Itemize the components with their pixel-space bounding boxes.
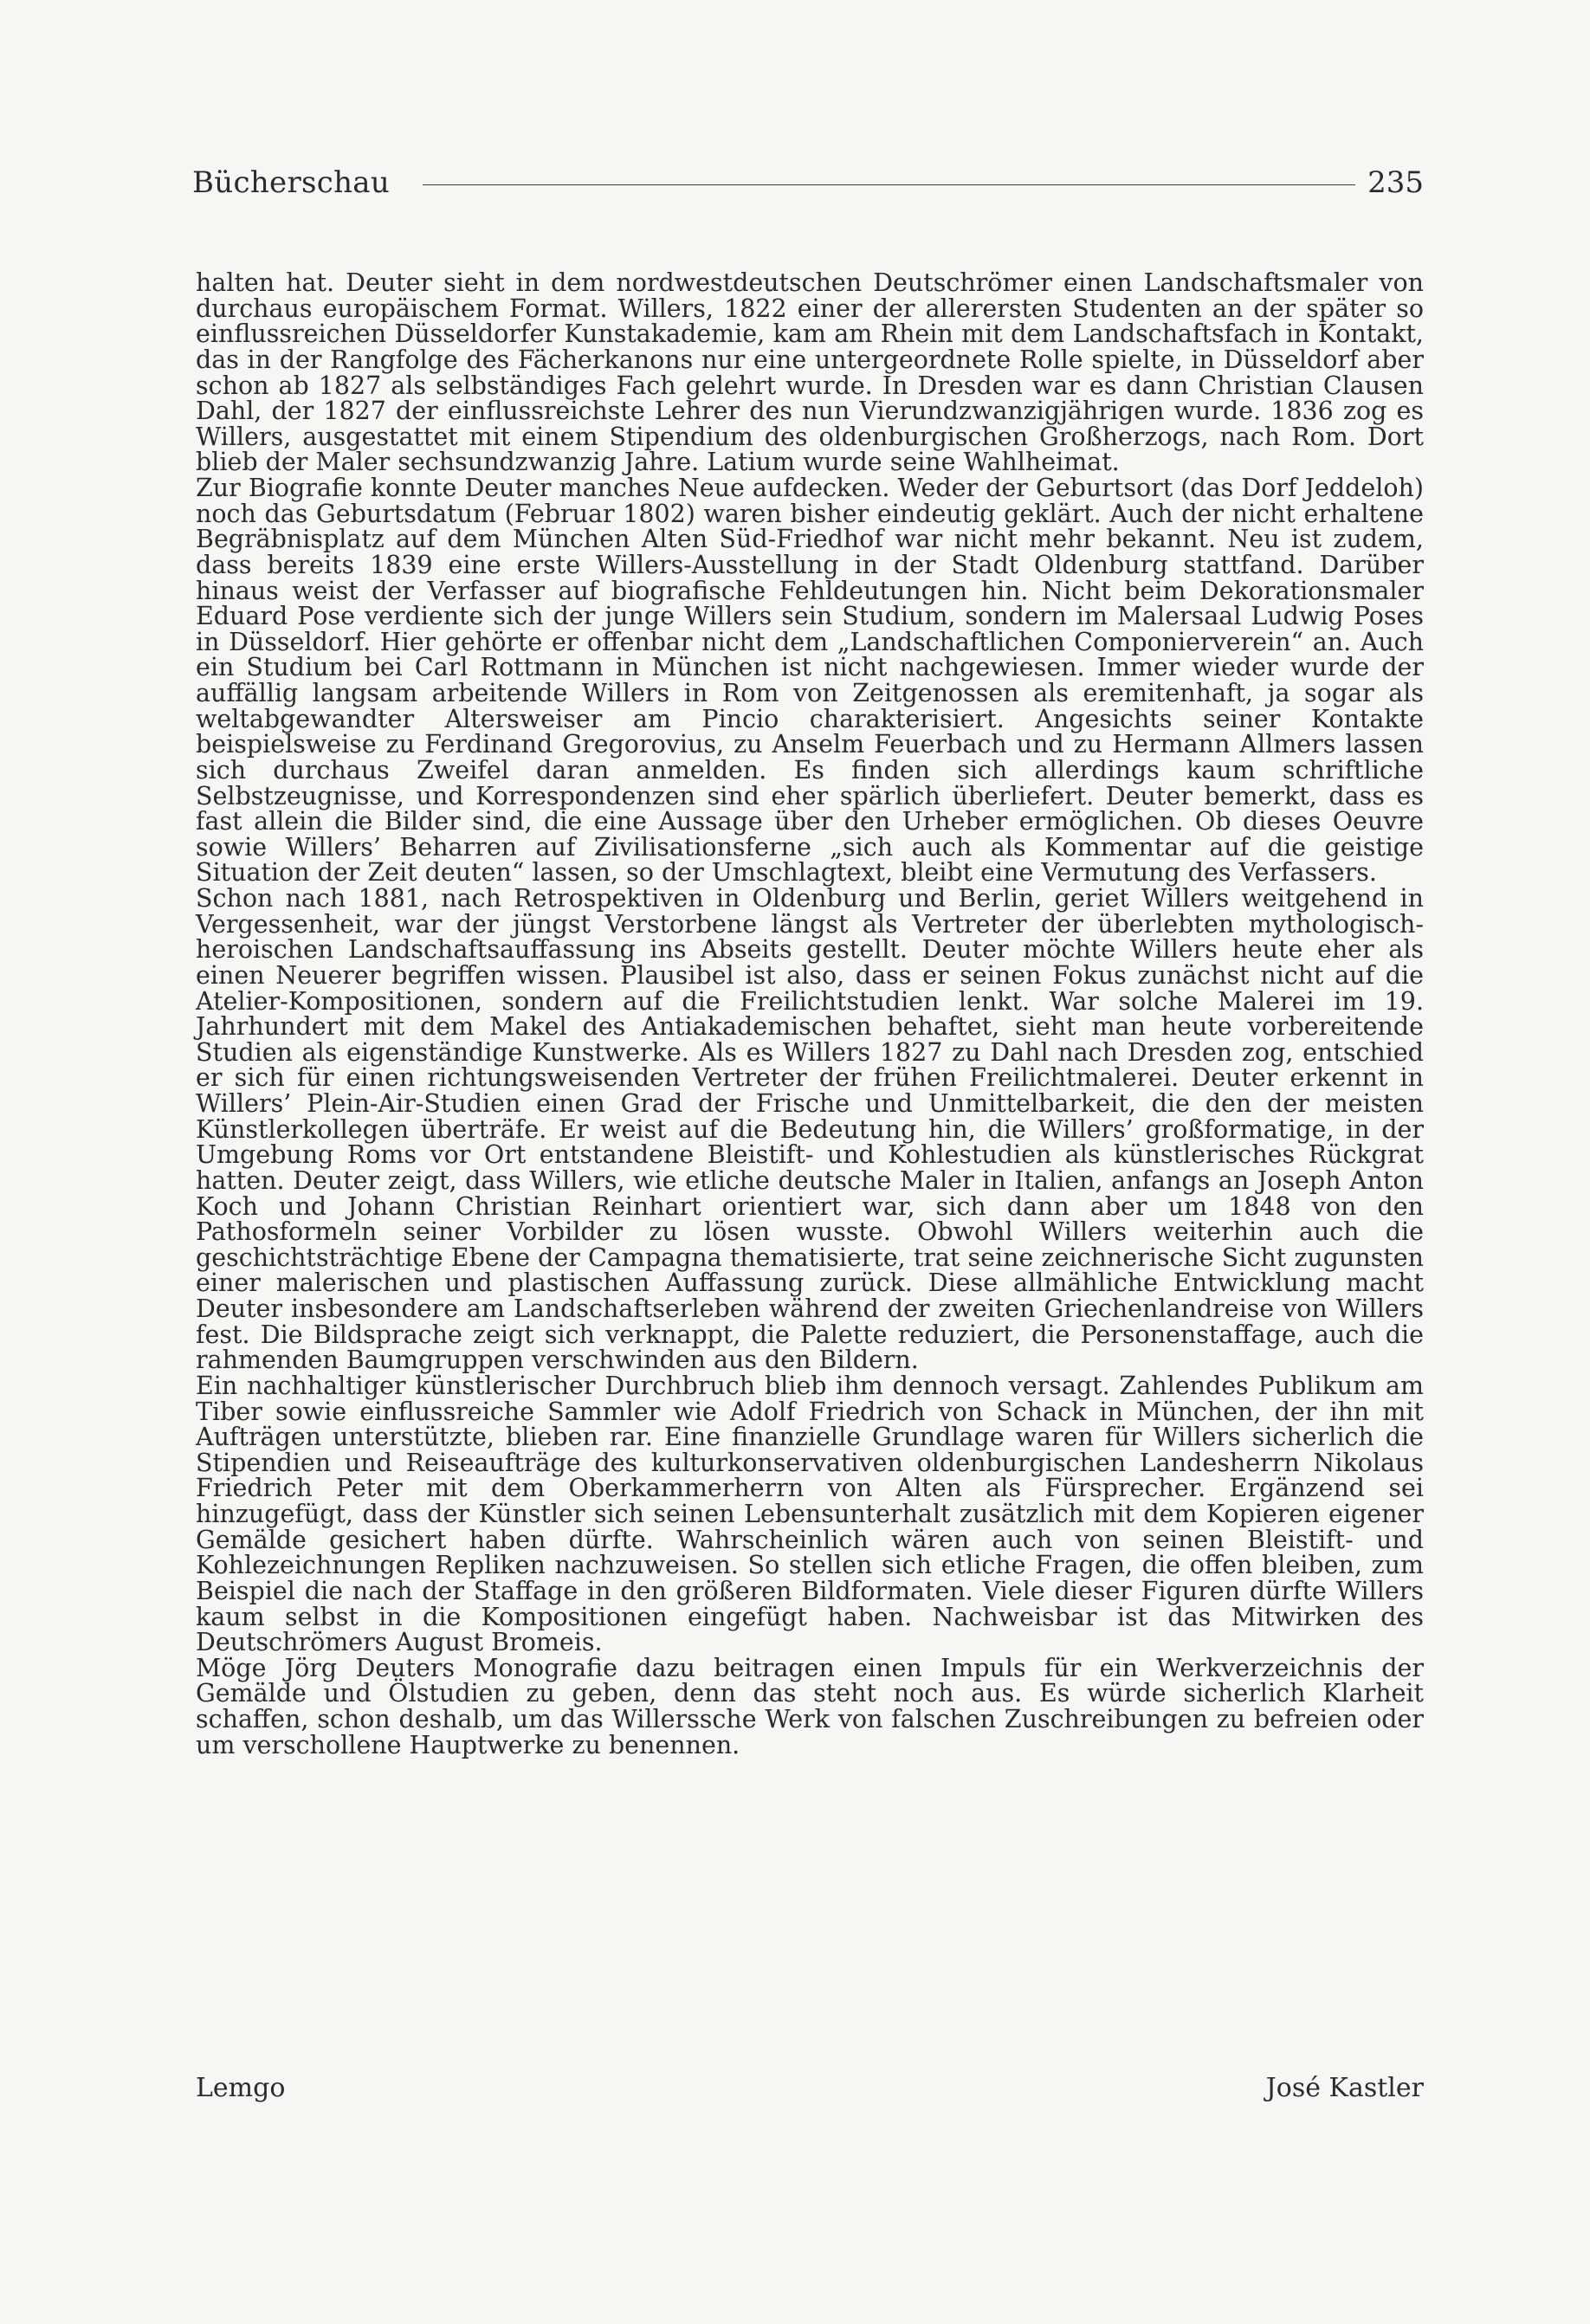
paragraph: halten hat. Deuter sieht in dem nordwestdeutschen Deutschrömer einen Landschaftsmaler von durchaus europäischem Format. Willers, 1822 einer der allerersten Studenten an der später so einflussreichen Düsseldorfer Kunstakademie, kam am Rhein mit dem Landschaftsfach in Kontakt, das in der Rangfolge des Fächerkanons nur eine untergeordnete Rolle spielte, in Düsseldorf aber schon ab 1827 als selbständiges Fach gelehrt wurde. In Dresden war es dann Christian Clausen Dahl, der 1827 der einflussreichste Lehrer des nun Vierundzwanzigjährigen wurde. 1836 zog es Willers, ausgestattet mit einem Stipendium des oldenburgischen Großherzogs, nach Rom. Dort blieb der Maler sechsundzwanzig Jahre. Latium wurde seine Wahlheimat. — [196, 268, 1424, 477]
paragraph: Zur Biografie konnte Deuter manches Neue aufdecken. Weder der Geburtsort (das Dorf Jeddeloh) noch das Geburtsdatum (Februar 1802) waren bisher eindeutig geklärt. Auch der nicht erhaltene Begräbnisplatz auf dem München Alten Süd-Friedhof war nicht mehr bekannt. Neu ist zudem, dass bereits 1839 eine erste Willers-Ausstellung in der Stadt Oldenburg stattfand. Darüber hinaus weist der Verfasser auf biografische Fehldeutungen hin. Nicht beim Dekorationsmaler Eduard Pose verdiente sich der junge Willers sein Studium, sondern im Malersaal Ludwig Poses in Düsseldorf. Hier gehörte er offenbar nicht dem „Landschaftlichen Componierverein“ an. Auch ein Studium bei Carl Rottmann in München ist nicht nachgewiesen. Immer wieder wurde der auffällig langsam arbeitende Willers in Rom von Zeitgenossen als eremitenhaft, ja sogar als weltabgewandter Altersweiser am Pincio charakterisiert. Angesichts seiner Kontakte beispielsweise zu Ferdinand Gregorovius, zu Anselm Feuerbach und zu Hermann Allmers lassen sich durchaus Zweifel daran anmelden. Es finden sich allerdings kaum schriftliche Selbstzeugnisse, und Korrespondenzen sind eher spärlich überliefert. Deuter bemerkt, dass es fast allein die Bilder sind, die eine Aussage über den Urheber ermöglichen. Ob dieses Oeuvre sowie Willers’ Beharren auf Zivilisationsferne „sich auch als Kommentar auf die geistige Situation der Zeit deuten“ lassen, so der Umschlagtext, bleibt eine Vermutung des Verfassers. — [196, 474, 1424, 888]
header-rule — [423, 184, 1355, 185]
running-head: Bücherschau — [192, 165, 391, 200]
signoff-author: José Kastler — [1265, 2073, 1424, 2103]
review-signoff — [196, 2073, 1424, 2103]
page-header — [192, 161, 1424, 204]
page-number: 235 — [1367, 165, 1424, 200]
paragraph: Ein nachhaltiger künstlerischer Durchbruch blieb ihm dennoch versagt. Zahlendes Publikum am Tiber sowie einflussreiche Sammler wie Adolf Friedrich von Schack in München, der ihn mit Aufträgen unterstützte, blieben rar. Eine finanzielle Grundlage waren für Willers sicherlich die Stipendien und Reiseaufträge des kulturkonservativen oldenburgischen Landesherrn Nikolaus Friedrich Peter mit dem Oberkammerherrn von Alten als Fürsprecher. Ergänzend sei hinzugefügt, dass der Künstler sich seinen Lebensunterhalt zusätzlich mit dem Kopieren eigener Gemälde gesichert haben dürfte. Wahrscheinlich wären auch von seinen Bleistift- und Kohlezeichnungen Repliken nachzuweisen. So stellen sich etliche Fragen, die offen bleiben, zum Beispiel die nach der Staffage in den größeren Bildformaten. Viele dieser Figuren dürfte Willers kaum selbst in die Kompositionen eingefügt haben. Nachweisbar ist das Mitwirken des Deutschrömers August Bromeis. — [196, 1371, 1424, 1657]
paragraph: Möge Jörg Deuters Monografie dazu beitragen einen Impuls für ein Werkverzeichnis der Gemälde und Ölstudien zu geben, denn das steht noch aus. Es würde sicherlich Klarheit schaffen, schon deshalb, um das Willerssche Werk von falschen Zuschreibungen zu befreien oder um verschollene Hauptwerke zu benennen. — [196, 1653, 1424, 1759]
paragraph: Schon nach 1881, nach Retrospektiven in Oldenburg und Berlin, geriet Willers weitgehend in Vergessenheit, war der jüngst Verstorbene längst als Vertreter der überlebten mythologisch-heroischen Landschaftsauffassung ins Abseits gestellt. Deuter möchte Willers heute eher als einen Neuerer begriffen wissen. Plausibel ist also, dass er seinen Fokus zunächst nicht auf die Atelier-Kompositionen, sondern auf die Freilichtstudien lenkt. War solche Malerei im 19. Jahrhundert mit dem Makel des Antiakademischen behaftet, sieht man heute vorbereitende Studien als eigenständige Kunstwerke. Als es Willers 1827 zu Dahl nach Dresden zog, entschied er sich für einen richtungsweisenden Vertreter der frühen Freilichtmalerei. Deuter erkennt in Willers’ Plein-Air-Studien einen Grad der Frische und Unmittelbarkeit, die den der meisten Künstlerkollegen überträfe. Er weist auf die Bedeutung hin, die Willers’ großformatige, in der Umgebung Roms vor Ort entstandene Bleistift- und Kohlestudien als künstlerisches Rückgrat hatten. Deuter zeigt, dass Willers, wie etliche deutsche Maler in Italien, anfangs an Joseph Anton Koch und Johann Christian Reinhart orientiert war, sich dann aber um 1848 von den Pathosformeln seiner Vorbilder zu lösen wusste. Obwohl Willers weiterhin auch die geschichtsträchtige Ebene der Campagna thematisierte, trat seine zeichnerische Sicht zugunsten einer malerischen und plastischen Auffassung zurück. Diese allmähliche Entwicklung macht Deuter insbesondere am Landschaftserleben während der zweiten Griechenlandreise von Willers fest. Die Bildsprache zeigt sich verknappt, die Palette reduziert, die Personenstaffage, auch die rahmenden Baumgruppen verschwinden aus den Bildern. — [196, 884, 1424, 1375]
body-text — [196, 270, 1424, 1758]
signoff-place: Lemgo — [196, 2073, 286, 2103]
